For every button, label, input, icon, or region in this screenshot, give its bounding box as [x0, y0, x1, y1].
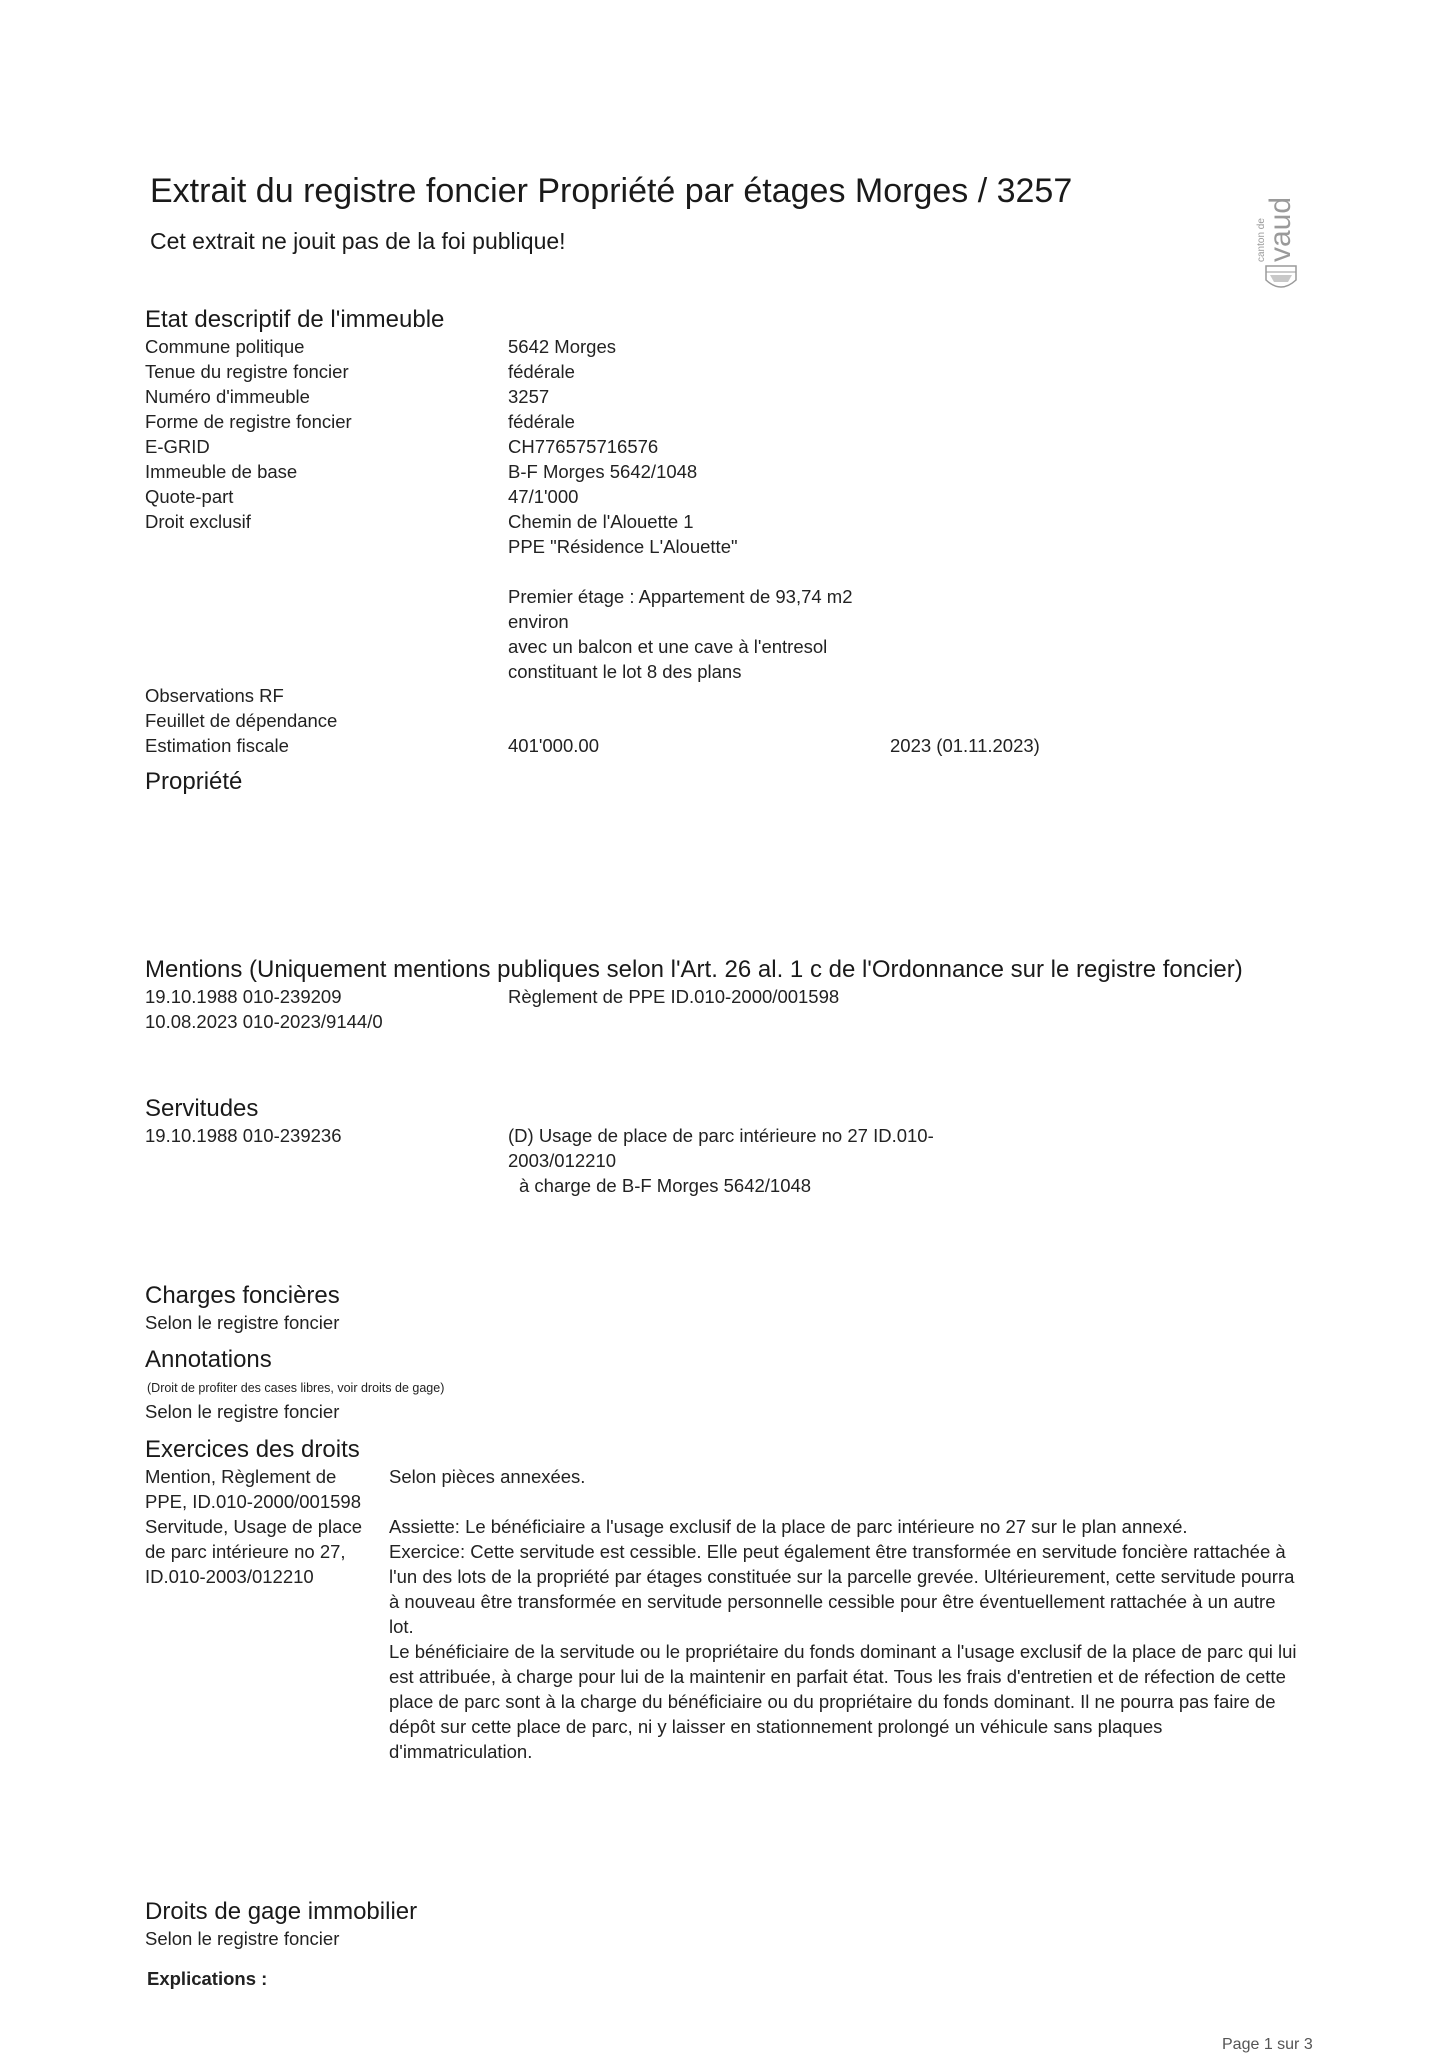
droit-exclusif-line: PPE "Résidence L'Alouette" [508, 536, 738, 557]
servitude-line: (D) Usage de place de parc intérieure no 27 ID.010- [508, 1125, 934, 1146]
exercice-label-line: de parc intérieure no 27, [145, 1541, 346, 1562]
etat-value: fédérale [508, 411, 575, 432]
etat-value: Chemin de l'Alouette 1 [508, 511, 694, 532]
annotations-note: (Droit de profiter des cases libres, voir droits de gage) [147, 1381, 445, 1395]
exercice-text-line: Exercice: Cette servitude est cessible. Elle peut également être transformée en servitude foncière rattachée à [389, 1541, 1286, 1562]
section-heading-annotations: Annotations [145, 1346, 272, 1373]
etat-value: 47/1'000 [508, 486, 579, 507]
svg-text:vaud: vaud [1264, 196, 1297, 262]
exercice-row2-text [389, 1514, 1297, 1764]
estimation-year: 2023 (01.11.2023) [890, 735, 1040, 756]
section-heading-gage: Droits de gage immobilier [145, 1898, 418, 1925]
servitude-ref: 19.10.1988 010-239236 [145, 1125, 342, 1146]
etat-value: 3257 [508, 386, 550, 407]
canton-vaud-logo [1256, 162, 1302, 292]
exercice-label-line: Servitude, Usage de place [145, 1516, 362, 1537]
exercice-text-line: est attribuée, à charge pour lui de la maintenir en parfait état. Tous les frais d'entretien et de réfection de cette [389, 1666, 1286, 1687]
servitude-line: 2003/012210 [508, 1150, 617, 1171]
droit-exclusif-line: constituant le lot 8 des plans [508, 661, 742, 682]
exercice-text-line: Assiette: Le bénéficiaire a l'usage exclusif de la place de parc intérieure no 27 sur le plan annexé. [389, 1516, 1188, 1537]
exercice-row2-label [145, 1514, 362, 1589]
disclaimer-subtitle: Cet extrait ne jouit pas de la foi publique! [150, 228, 566, 254]
section-heading-exercices: Exercices des droits [145, 1436, 360, 1463]
section-heading-servitudes: Servitudes [145, 1095, 259, 1122]
droit-exclusif-line: environ [508, 611, 569, 632]
section-heading-charges: Charges foncières [145, 1282, 340, 1309]
mention-ref: 19.10.1988 010-239209 [145, 986, 342, 1007]
etat-label: Numéro d'immeuble [145, 386, 310, 407]
etat-label: E-GRID [145, 436, 210, 457]
etat-label: Forme de registre foncier [145, 411, 352, 432]
servitude-line: à charge de B-F Morges 5642/1048 [519, 1175, 812, 1196]
page-title: Extrait du registre foncier Propriété par étages Morges / 3257 [150, 172, 1073, 210]
exercice-text-line: Le bénéficiaire de la servitude ou le propriétaire du fonds dominant a l'usage exclusif de la place de parc qui lui [389, 1641, 1297, 1662]
droit-exclusif-line: avec un balcon et une cave à l'entresol [508, 636, 828, 657]
etat-value: 5642 Morges [508, 336, 616, 357]
etat-values [508, 334, 853, 684]
estimation-value: 401'000.00 [508, 735, 599, 756]
exercice-text-line: dépôt sur cette place de parc, ni y laisser en stationnement prolongé un véhicule sans plaques [389, 1716, 1163, 1737]
mention-ref: 10.08.2023 010-2023/9144/0 [145, 1011, 383, 1032]
exercice-label-line: ID.010-2003/012210 [145, 1566, 314, 1587]
exercice-text-line: à nouveau être transformée en servitude personnelle cessible pour être éventuellement rattachée à un autre [389, 1591, 1276, 1612]
explications-label: Explications : [147, 1968, 268, 1989]
exercice-text-line: lot. [389, 1616, 414, 1637]
droit-exclusif-line: Premier étage : Appartement de 93,74 m2 [508, 586, 853, 607]
section-heading-propriete: Propriété [145, 768, 243, 795]
etat-label: Quote-part [145, 486, 234, 507]
exercice-label-line: PPE, ID.010-2000/001598 [145, 1491, 361, 1512]
exercice-label-line: Mention, Règlement de [145, 1466, 337, 1487]
section-heading-mentions: Mentions (Uniquement mentions publiques selon l'Art. 26 al. 1 c de l'Ordonnance sur le registre foncier) [145, 956, 1243, 983]
etat-label: Commune politique [145, 336, 305, 357]
exercice-text-line: l'un des lots de la propriété par étages constituée sur la parcelle grevée. Ultérieurement, cette servitude pourra [389, 1566, 1295, 1587]
droit-exclusif-line [508, 559, 853, 584]
feuillet-label: Feuillet de dépendance [145, 710, 338, 731]
etat-value: fédérale [508, 361, 575, 382]
exercice-text-line: d'immatriculation. [389, 1741, 533, 1762]
observations-label: Observations RF [145, 685, 284, 706]
etat-value: CH776575716576 [508, 436, 659, 457]
gage-text: Selon le registre foncier [145, 1928, 340, 1949]
etat-label: Droit exclusif [145, 511, 251, 532]
exercice-row1-text: Selon pièces annexées. [389, 1466, 586, 1487]
etat-value: B-F Morges 5642/1048 [508, 461, 698, 482]
annotations-text: Selon le registre foncier [145, 1401, 340, 1422]
mention-desc: Règlement de PPE ID.010-2000/001598 [508, 986, 840, 1007]
page-number: Page 1 sur 3 [1222, 2036, 1313, 2053]
exercice-row1-label [145, 1464, 361, 1514]
charges-text: Selon le registre foncier [145, 1312, 340, 1333]
section-heading-etat: Etat descriptif de l'immeuble [145, 306, 445, 333]
etat-label: Immeuble de base [145, 461, 298, 482]
etat-label: Tenue du registre foncier [145, 361, 349, 382]
svg-text:canton de: canton de [1256, 218, 1267, 262]
exercice-text-line: place de parc sont à la charge du bénéficiaire ou du propriétaire du fonds dominant. Il ne pourra pas faire de [389, 1691, 1276, 1712]
etat-labels [145, 334, 352, 534]
estimation-label: Estimation fiscale [145, 735, 289, 756]
